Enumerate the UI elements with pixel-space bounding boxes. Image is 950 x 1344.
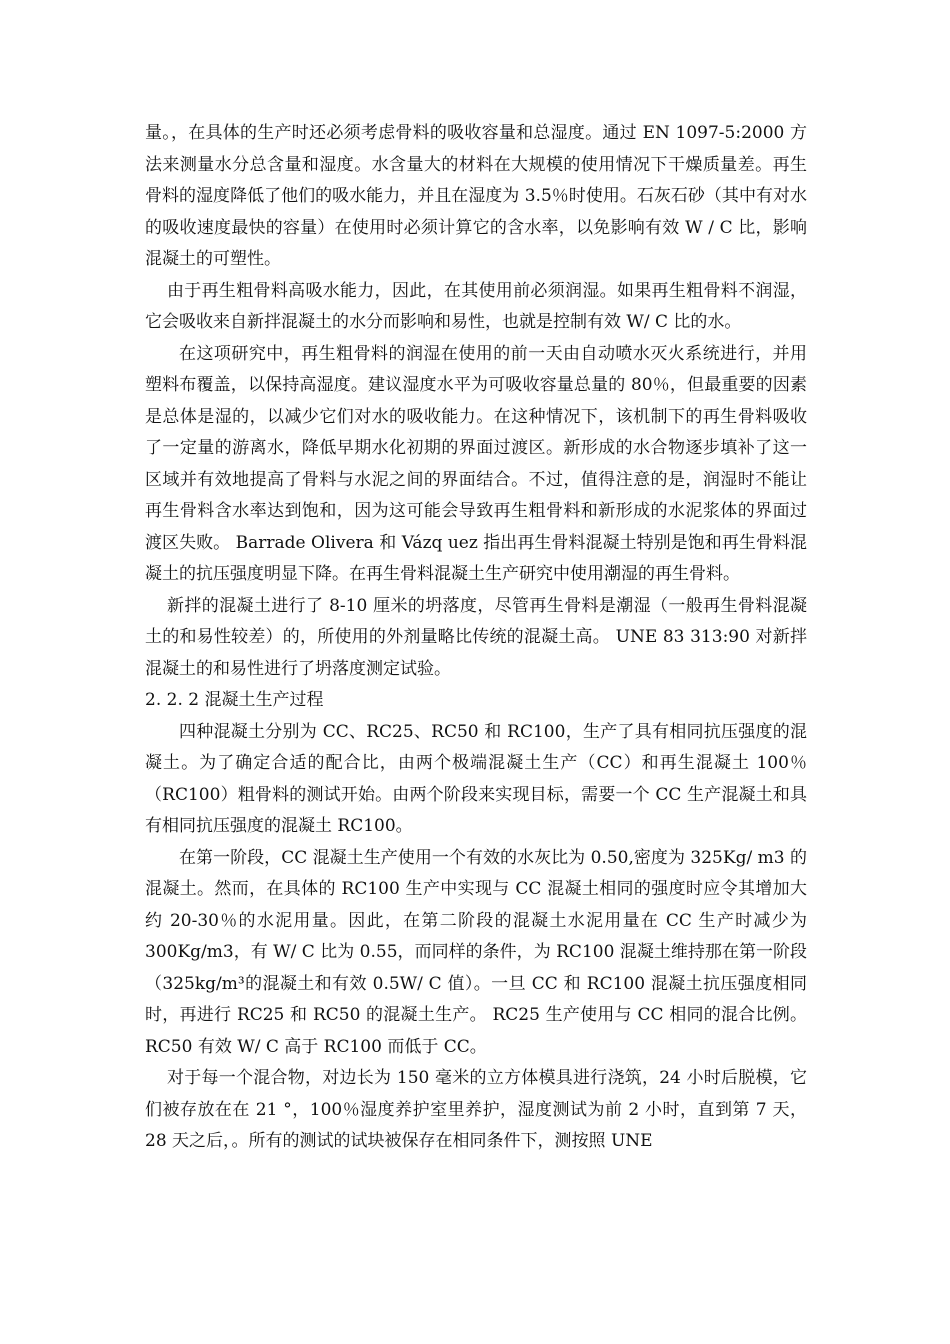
paragraph-6: 在第一阶段，CC 混凝土生产使用一个有效的水灰比为 0.50,密度为 325Kg/ m3 的混凝土。然而，在具体的 RC100 生产中实现与 CC 混凝土相同的强度时应令其增加大约 20-30％的水泥用量。因此，在第二阶段的混凝土水泥用量在 CC 生产时减少为 300Kg/m3，有 W/ C 比为 0.55，而同样的条件，为 RC100 混凝土维持那在第一阶段（325kg/m³的混凝土和有效 0.5W/ C 值）。一旦 CC 和 RC100 混凝土抗压强度相同时，再进行 RC25 和 RC50 的混凝土生产。 RC25 生产使用与 CC 相同的混合比例。RC50 有效 W/ C 高于 RC100 而低于 CC。 [145, 847, 807, 1057]
paragraph-4: 新拌的混凝土进行了 8-10 厘米的坍落度，尽管再生骨料是潮湿（一般再生骨料混凝土的和易性较差）的，所使用的外剂量略比传统的混凝土高。 UNE 83 313:90 对新拌混凝土的和易性进行了坍落度测定试验。 [145, 595, 807, 679]
paragraph-2: 由于再生粗骨料高吸水能力，因此，在其使用前必须润湿。如果再生粗骨料不润湿，它会吸收来自新拌混凝土的水分而影响和易性，也就是控制有效 W/ C 比的水。 [145, 280, 807, 332]
paragraph-7: 对于每一个混合物，对边长为 150 毫米的立方体模具进行浇筑，24 小时后脱模，它们被存放在在 21 °，100％湿度养护室里养护，湿度测试为前 2 小时，直到第 7 天，28 天之后，。所有的测试的试块被保存在相同条件下，测按照 UNE [145, 1068, 807, 1151]
paragraph-1: 量。，在具体的生产时还必须考虑骨料的吸收容量和总湿度。通过 EN 1097-5:2000 方法来测量水分总含量和湿度。水含量大的材料在大规模的使用情况下干燥质量差。再生骨料的湿度降低了他们的吸水能力，并且在湿度为 3.5％时使用。石灰石砂（其中有对水的吸收速度最快的容量）在使用时必须计算它的含水率，以免影响有效 W / C 比，影响混凝土的可塑性。 [145, 123, 807, 269]
document-page [145, 118, 807, 1158]
section-heading: 2. 2. 2 混凝土生产过程 [145, 690, 324, 710]
paragraph-5: 四种混凝土分别为 CC、RC25、RC50 和 RC100，生产了具有相同抗压强度的混凝土。为了确定合适的配合比，由两个极端混凝土生产（CC）和再生混凝土 100％（RC100）粗骨料的测试开始。由两个阶段来实现目标，需要一个 CC 生产混凝土和具有相同抗压强度的混凝土 RC100。 [145, 721, 807, 836]
paragraph-3: 在这项研究中，再生粗骨料的润湿在使用的前一天由自动喷水灭火系统进行，并用塑料布覆盖，以保持高湿度。建议湿度水平为可吸收容量总量的 80％，但最重要的因素是总体是湿的，以减少它们对水的吸收能力。在这种情况下，该机制下的再生骨料吸收了一定量的游离水，降低早期水化初期的界面过渡区。新形成的水合物逐步填补了这一区域并有效地提高了骨料与水泥之间的界面结合。不过，值得注意的是，润湿时不能让再生骨料含水率达到饱和，因为这可能会导致再生粗骨料和新形成的水泥浆体的界面过渡区失败。 Barrade Olivera 和 Vázq uez 指出再生骨料混凝土特别是饱和再生骨料混凝土的抗压强度明显下降。在再生骨料混凝土生产研究中使用潮湿的再生骨料。 [145, 343, 807, 584]
